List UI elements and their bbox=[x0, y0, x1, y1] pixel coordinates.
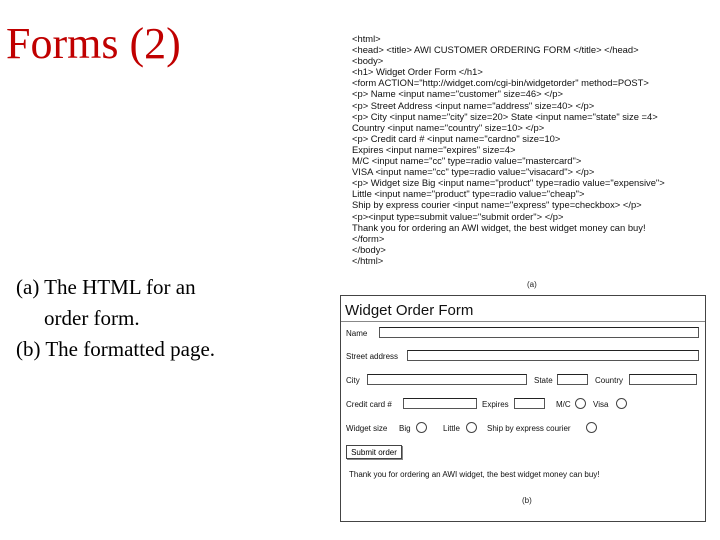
little-label: Little bbox=[443, 424, 460, 433]
street-address-label: Street address bbox=[346, 352, 399, 361]
code-line: <p> City <input name="city" size=20> State <input name="state" size =4> bbox=[352, 110, 658, 122]
code-line: VISA <input name="cc" type=radio value="visacard"> </p> bbox=[352, 166, 595, 178]
city-label: City bbox=[346, 376, 360, 385]
mastercard-radio[interactable] bbox=[575, 398, 586, 409]
credit-card-input[interactable] bbox=[403, 398, 477, 409]
code-line: </html> bbox=[352, 254, 384, 266]
visa-label: Visa bbox=[593, 400, 609, 409]
expires-input[interactable] bbox=[514, 398, 545, 409]
code-line: <p> Street Address <input name="address" size=40> </p> bbox=[352, 99, 595, 111]
figure-label-a: (a) bbox=[527, 280, 537, 289]
code-line: <p> Credit card # <input name="cardno" size=10> bbox=[352, 132, 561, 144]
country-input[interactable] bbox=[629, 374, 697, 385]
little-radio[interactable] bbox=[466, 422, 477, 433]
code-line: M/C <input name="cc" type=radio value="mastercard"> bbox=[352, 155, 582, 167]
form-heading: Widget Order Form bbox=[345, 302, 474, 319]
code-line: Thank you for ordering an AWI widget, the best widget money can buy! bbox=[352, 221, 646, 233]
code-line: <form ACTION="http://widget.com/cgi-bin/widgetorder" method=POST> bbox=[352, 77, 649, 89]
code-line: Country <input name="country" size=10> </p> bbox=[352, 121, 545, 133]
html-code-listing bbox=[352, 33, 712, 266]
code-line: <head> <title> AWI CUSTOMER ORDERING FORM </title> </head> bbox=[352, 44, 639, 56]
country-label: Country bbox=[595, 376, 624, 385]
code-line: Little <input name="product" type=radio value="cheap"> bbox=[352, 188, 585, 200]
formatted-page bbox=[340, 295, 706, 522]
city-input[interactable] bbox=[367, 374, 527, 385]
street-address-input[interactable] bbox=[407, 350, 699, 361]
name-label: Name bbox=[346, 329, 368, 338]
code-line: <html> bbox=[352, 33, 381, 44]
code-line: Ship by express courier <input name="express" type=checkbox> </p> bbox=[352, 199, 642, 211]
submit-order-button[interactable]: Submit order bbox=[346, 445, 402, 459]
code-line: </body> bbox=[352, 243, 386, 255]
code-line: Expires <input name="expires" size=4> bbox=[352, 143, 516, 155]
code-line: <p> Name <input name="customer" size=46> </p> bbox=[352, 88, 563, 100]
caption-a-line1: (a) The HTML for an bbox=[16, 275, 196, 299]
ship-express-checkbox[interactable] bbox=[586, 422, 597, 433]
mc-label: M/C bbox=[556, 400, 571, 409]
slide-title: Forms (2) bbox=[6, 19, 181, 68]
code-line: <body> bbox=[352, 55, 384, 67]
caption-b: (b) The formatted page. bbox=[16, 337, 216, 361]
state-label: State bbox=[534, 376, 553, 385]
widget-size-label: Widget size bbox=[346, 424, 388, 433]
caption-a-line2: order form. bbox=[44, 306, 140, 330]
captions bbox=[16, 272, 316, 365]
big-radio[interactable] bbox=[416, 422, 427, 433]
code-line: <p><input type=submit value="submit order"> </p> bbox=[352, 210, 564, 222]
name-input[interactable] bbox=[379, 327, 699, 338]
heading-divider bbox=[341, 321, 705, 322]
big-label: Big bbox=[399, 424, 411, 433]
code-line: </form> bbox=[352, 232, 385, 244]
state-input[interactable] bbox=[557, 374, 588, 385]
expires-label: Expires bbox=[482, 400, 509, 409]
figure-label-b: (b) bbox=[522, 496, 532, 505]
credit-card-label: Credit card # bbox=[346, 400, 392, 409]
code-line: <h1> Widget Order Form </h1> bbox=[352, 66, 483, 78]
thank-you-text: Thank you for ordering an AWI widget, the best widget money can buy! bbox=[349, 470, 600, 479]
visa-radio[interactable] bbox=[616, 398, 627, 409]
ship-express-label: Ship by express courier bbox=[487, 424, 571, 433]
code-line: <p> Widget size Big <input name="product" type=radio value="expensive"> bbox=[352, 177, 665, 189]
